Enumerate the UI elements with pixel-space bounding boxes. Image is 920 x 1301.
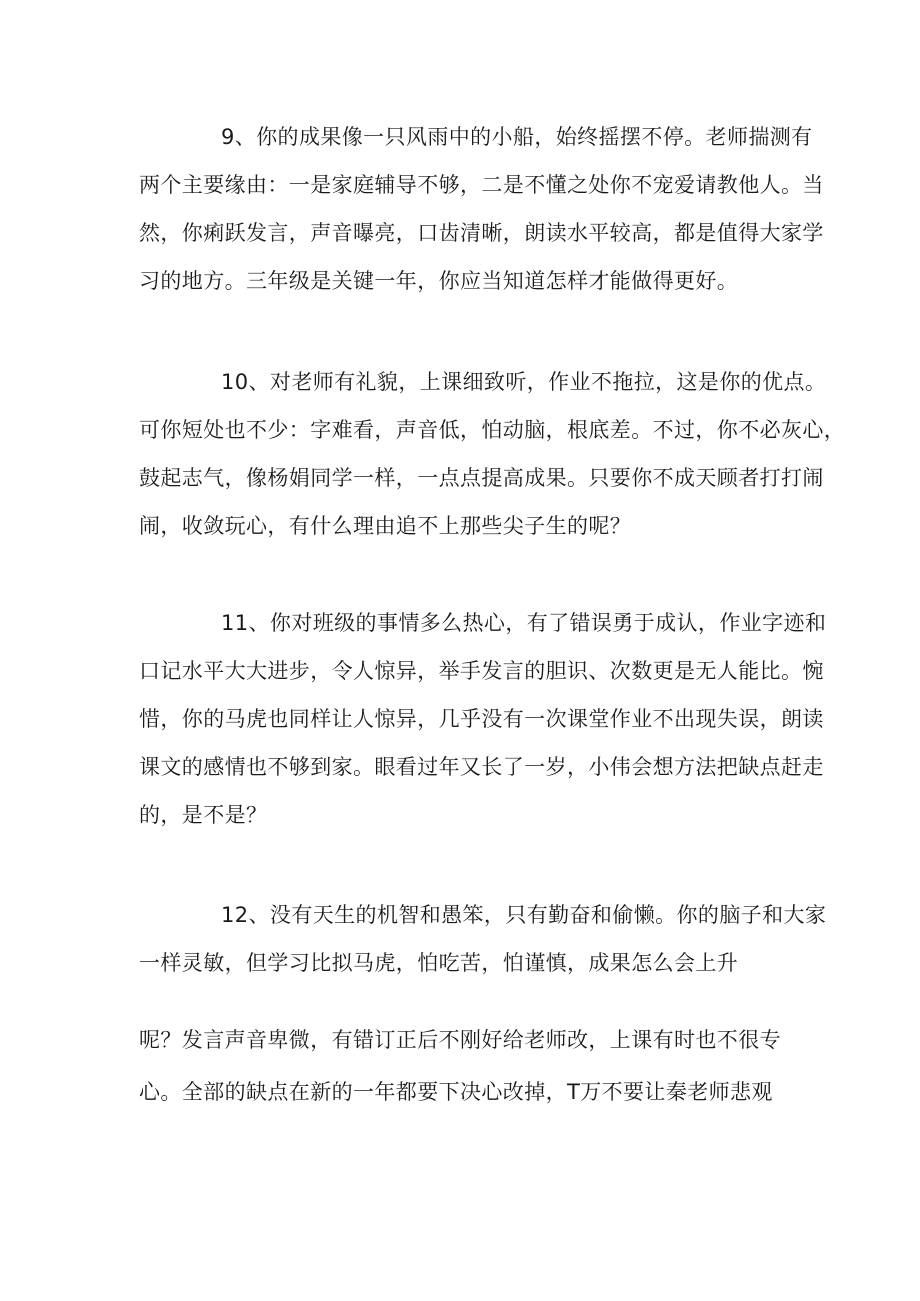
text-line: 12、没有天生的机智和愚笨，只有勤奋和偷懒。你的脑子和大家 — [221, 903, 827, 927]
text-line: 可你短处也不少：字难看，声音低，怕动脑，根底差。不过，你不必灰心， — [139, 418, 846, 442]
text-line: 习的地方。三年级是关键一年，你应当知道怎样才能做得更好。 — [139, 269, 739, 293]
text-line: 鼓起志气，像杨娟同学一样，一点点提高成果。只要你不成天顾者打打闹 — [139, 466, 824, 490]
text-line: 闹，收敛玩心，有什么理由追不上那些尖子生的呢？ — [139, 514, 632, 538]
text-line: 10、对老师有礼貌，上课细致听，作业不拖拉，这是你的优点。 — [221, 370, 827, 394]
text-line: 口记水平大大进步，令人惊异，举手发言的胆识、次数更是无人能比。惋 — [139, 659, 824, 683]
text-line: 然，你痢跃发言，声音曝亮，口齿清晰，朗读水平较高，都是值得大家学 — [139, 221, 824, 245]
text-line: 的，是不是？ — [139, 803, 268, 827]
text-line: 两个主要缘由：一是家庭辅导不够，二是不懂之处你不宠爱请教他人。当 — [139, 173, 824, 197]
text-line: 9、你的成果像一只风雨中的小船，始终摇摆不停。老师揣测有 — [221, 125, 813, 149]
text-line: 课文的感情也不够到家。眼看过年又长了一岁，小伟会想方法把缺点赶走 — [139, 755, 824, 779]
text-line: 呢？发言声音卑微，有错订正后不刚好给老师改，上课有时也不很专 — [139, 1028, 781, 1052]
text-line: 11、你对班级的事情多么热心，有了错误勇于成认，作业字迹和 — [221, 611, 827, 635]
text-line: 一样灵敏，但学习比拟马虎，怕吃苦，怕谨慎，成果怎么会上升 — [139, 951, 739, 975]
text-line: 惜，你的马虎也同样让人惊异，几乎没有一次课堂作业不出现失误，朗读 — [139, 707, 824, 731]
text-line: 心。全部的缺点在新的一年都要下决心改掉，T万不要让秦老师悲观 — [139, 1080, 773, 1104]
